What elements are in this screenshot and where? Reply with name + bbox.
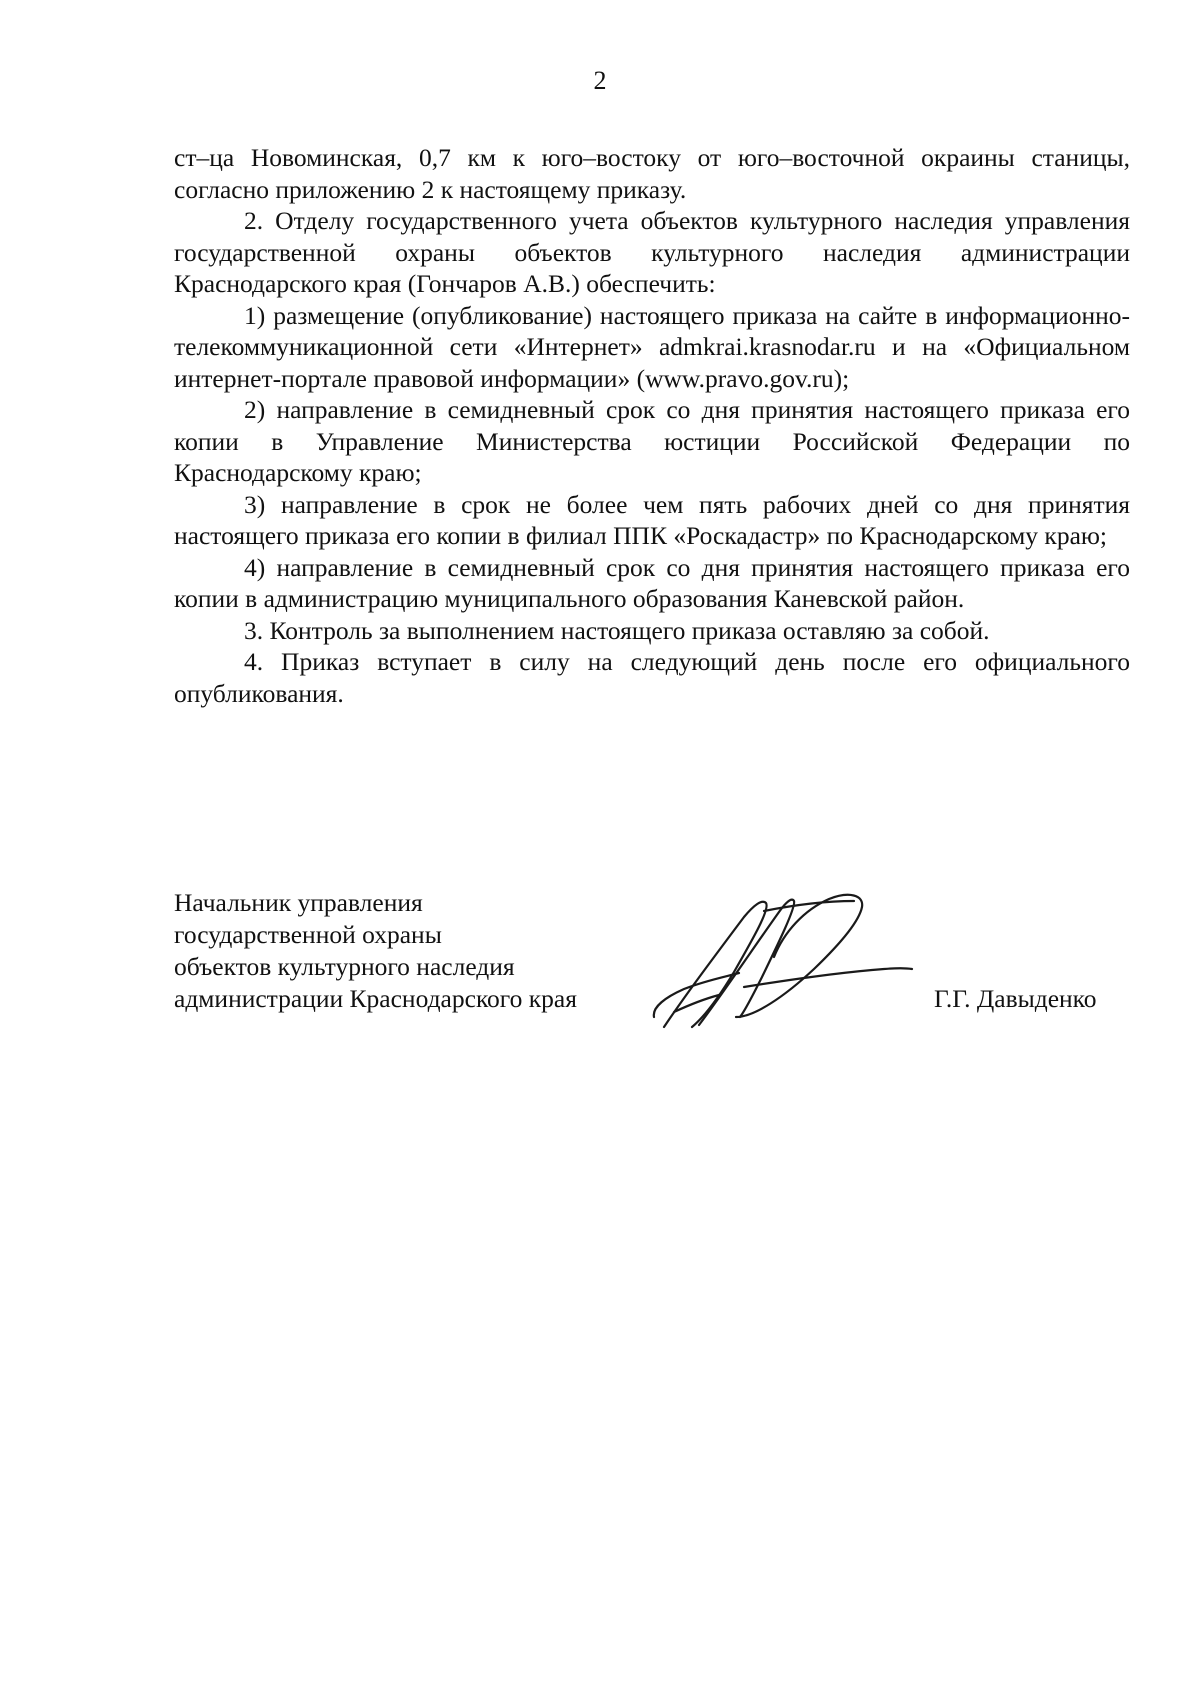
handwritten-signature (644, 877, 924, 1037)
paragraph-item-2: 2. Отделу государственного учета объектов культурного наследия управления государственной охраны объектов культурного наследия администрации Краснодарского края (Гончаров А.В.) обеспечить: (174, 206, 1130, 298)
signatory-name: Г.Г. Давыденко (934, 984, 1097, 1013)
paragraph-subitem-1: 1) размещение (опубликование) настоящего приказа на сайте в информационно-телекоммуникационной сети «Интернет» admkrai.krasnodar.ru и на «Официальном интернет-портале правовой информации» (www.pravo.gov.ru); (174, 300, 1130, 393)
paragraph-item-3: 3. Контроль за выполнением настоящего приказа оставляю за собой. (244, 615, 990, 645)
paragraph-item-4: 4. Приказ вступает в силу на следующий день после его официального опубликования. (174, 647, 1130, 708)
signatory-title-line: Начальник управления (174, 888, 423, 917)
paragraph-continuation: ст–ца Новоминская, 0,7 км к юго–востоку от юго–восточной окраины станицы, согласно приложению 2 к настоящему приказу. (174, 143, 1130, 204)
signatory-title-line: объектов культурного наследия (174, 952, 515, 981)
paragraph-subitem-2: 2) направление в семидневный срок со дня принятия настоящего приказа его копии в Управление Министерства юстиции Российской Федерации по Краснодарскому краю; (174, 395, 1130, 487)
signatory-title-line: администрации Краснодарского края (174, 984, 577, 1013)
paragraph-subitem-4: 4) направление в семидневный срок со дня принятия настоящего приказа его копии в администрацию муниципального образования Каневской район. (174, 552, 1130, 613)
signatory-title-line: государственной охраны (174, 920, 442, 949)
document-body (174, 142, 1130, 709)
signature-block (174, 887, 1134, 1087)
paragraph-subitem-3: 3) направление в срок не более чем пять рабочих дней со дня принятия настоящего приказа его копии в филиал ППК «Роскадастр» по Краснодарскому краю; (174, 489, 1130, 550)
signatory-title (174, 887, 644, 1015)
page-number: 2 (593, 66, 607, 95)
